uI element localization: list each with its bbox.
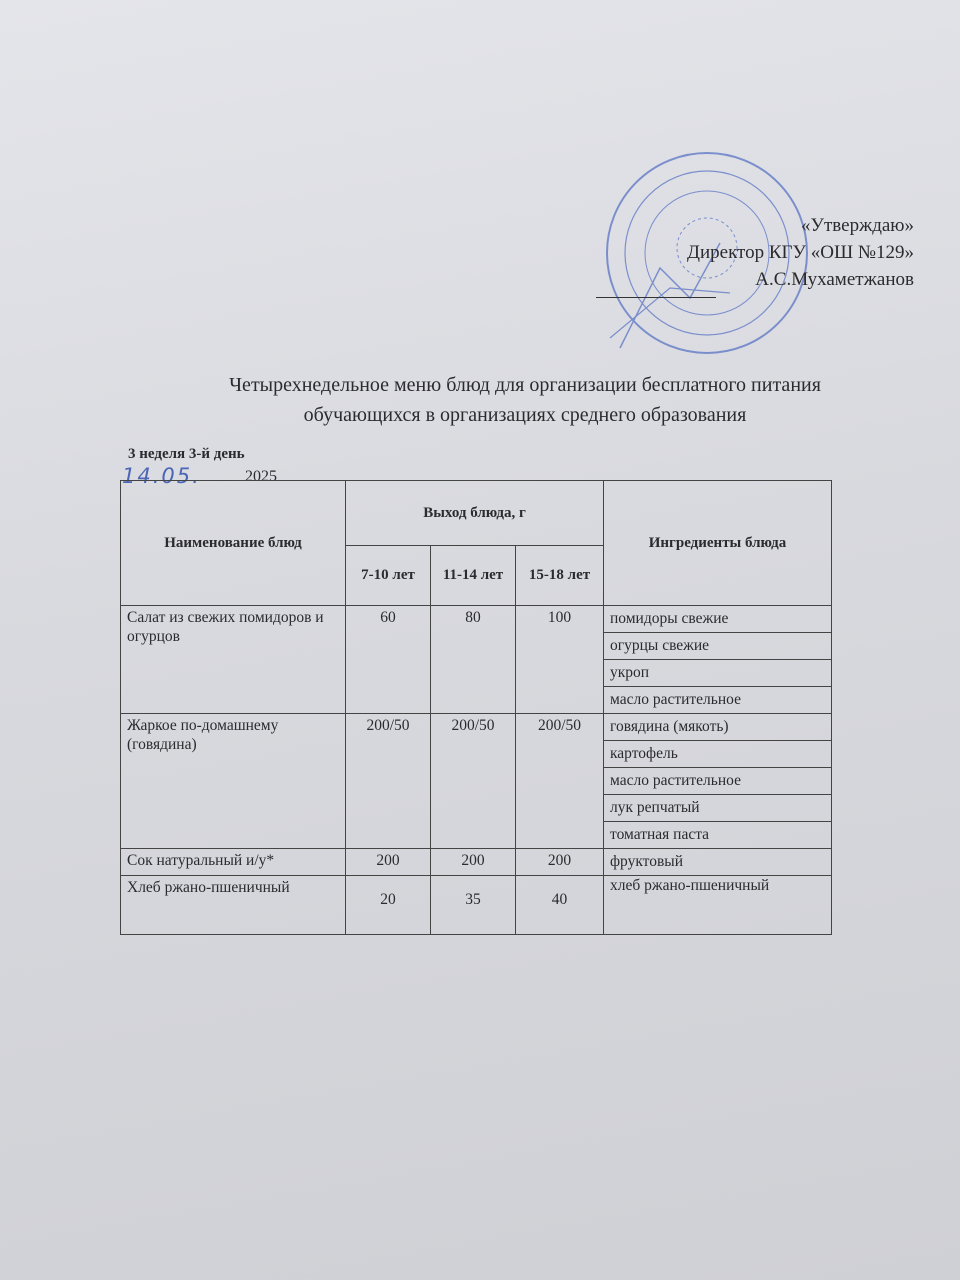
output-7-10: 20: [346, 876, 431, 935]
table-row: [121, 606, 832, 633]
header-dish-name: Наименование блюд: [121, 481, 346, 606]
ingredient: лук репчатый: [604, 795, 832, 822]
header-age-15-18: 15-18 лет: [516, 546, 604, 606]
approval-heading: «Утверждаю»: [801, 215, 914, 236]
output-15-18: 40: [516, 876, 604, 935]
ingredient: масло растительное: [604, 768, 832, 795]
menu-table: [120, 480, 832, 935]
header-output: Выход блюда, г: [346, 481, 604, 546]
table-row: [121, 714, 832, 741]
approval-position: Директор КГУ «ОШ №129»: [687, 242, 914, 263]
ingredient: томатная паста: [604, 822, 832, 849]
approval-name: А.С.Мухаметжанов: [755, 269, 914, 290]
header-age-7-10: 7-10 лет: [346, 546, 431, 606]
approval-block: [687, 212, 914, 293]
year: 2025: [245, 468, 277, 485]
output-15-18: 200: [516, 849, 604, 876]
dish-name: Сок натуральный и/у*: [121, 849, 346, 876]
ingredient: картофель: [604, 741, 832, 768]
handwritten-date: 14.05.: [122, 464, 201, 488]
header-ingredients: Ингредиенты блюда: [604, 481, 832, 606]
header-age-11-14: 11-14 лет: [431, 546, 516, 606]
ingredient: помидоры свежие: [604, 606, 832, 633]
output-15-18: 200/50: [516, 714, 604, 849]
ingredient: фруктовый: [604, 849, 832, 876]
title-line-2: обучающихся в организациях среднего образования: [303, 404, 747, 426]
title-line-1: Четырехнедельное меню блюд для организации бесплатного питания: [229, 374, 821, 396]
ingredient: огурцы свежие: [604, 633, 832, 660]
signature-line: [596, 297, 716, 298]
output-11-14: 200/50: [431, 714, 516, 849]
week-day: 3 неделя 3-й день: [128, 446, 245, 462]
dish-name: Хлеб ржано-пшеничный: [121, 876, 346, 935]
ingredient: укроп: [604, 660, 832, 687]
dish-name: Салат из свежих помидоров и огурцов: [121, 606, 346, 714]
ingredient: хлеб ржано-пшеничный: [604, 876, 832, 935]
table-row: [121, 849, 832, 876]
output-7-10: 200: [346, 849, 431, 876]
output-7-10: 200/50: [346, 714, 431, 849]
ingredient: говядина (мякоть): [604, 714, 832, 741]
ingredient: масло растительное: [604, 687, 832, 714]
output-15-18: 100: [516, 606, 604, 714]
output-11-14: 80: [431, 606, 516, 714]
dish-name: Жаркое по-домашнему (говядина): [121, 714, 346, 849]
output-7-10: 60: [346, 606, 431, 714]
output-11-14: 200: [431, 849, 516, 876]
output-11-14: 35: [431, 876, 516, 935]
table-row: [121, 876, 832, 935]
document-title: [0, 370, 960, 430]
